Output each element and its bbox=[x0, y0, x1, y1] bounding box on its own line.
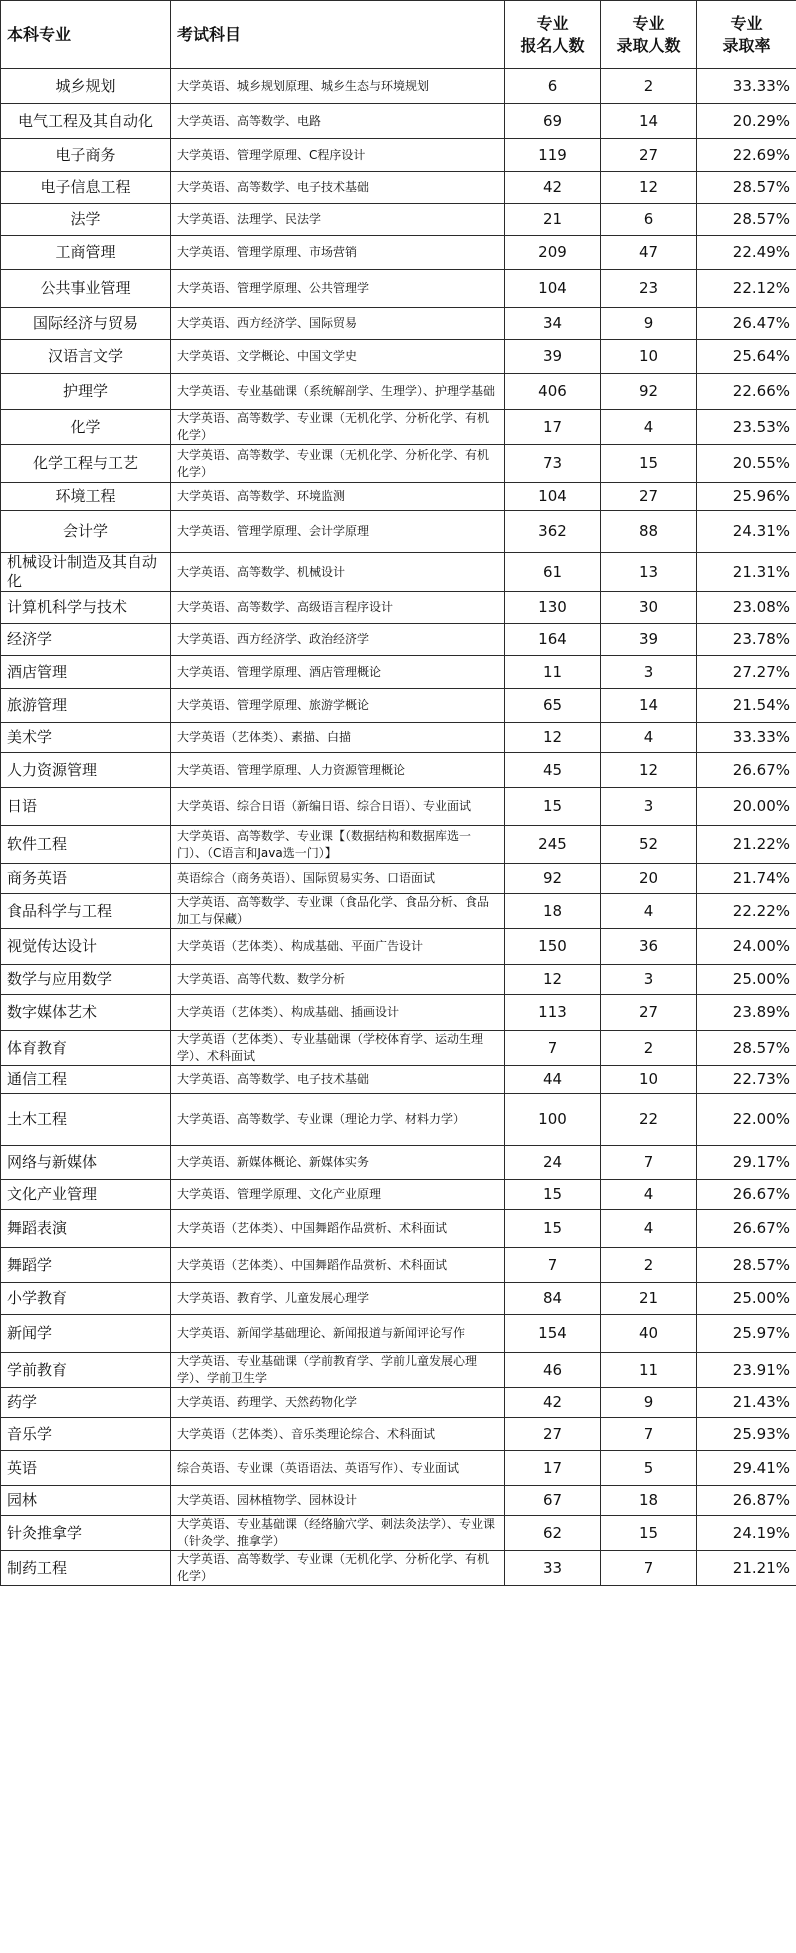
applicants-cell: 17 bbox=[505, 1451, 601, 1486]
admitted-cell: 3 bbox=[601, 656, 697, 689]
table-row bbox=[1, 340, 796, 374]
major-cell: 经济学 bbox=[1, 624, 171, 656]
applicants-cell: 7 bbox=[505, 1031, 601, 1066]
admitted-cell: 18 bbox=[601, 1486, 697, 1516]
major-cell: 电子信息工程 bbox=[1, 172, 171, 204]
admitted-cell: 10 bbox=[601, 340, 697, 374]
major-cell: 通信工程 bbox=[1, 1066, 171, 1094]
applicants-cell: 15 bbox=[505, 1210, 601, 1248]
applicants-cell: 12 bbox=[505, 723, 601, 753]
rate-cell: 24.19% bbox=[697, 1516, 796, 1551]
subjects-cell: 大学英语、专业基础课（学前教育学、学前儿童发展心理学）、学前卫生学 bbox=[171, 1353, 505, 1388]
subjects-cell: 大学英语、法理学、民法学 bbox=[171, 204, 505, 236]
major-cell: 针灸推拿学 bbox=[1, 1516, 171, 1551]
major-cell: 音乐学 bbox=[1, 1418, 171, 1451]
major-cell: 文化产业管理 bbox=[1, 1180, 171, 1210]
major-cell: 数学与应用数学 bbox=[1, 965, 171, 995]
subjects-cell: 大学英语、专业基础课（经络腧穴学、刺法灸法学）、专业课（针灸学、推拿学） bbox=[171, 1516, 505, 1551]
major-cell: 法学 bbox=[1, 204, 171, 236]
table-row bbox=[1, 826, 796, 864]
admitted-cell: 7 bbox=[601, 1551, 697, 1586]
rate-cell: 26.47% bbox=[697, 308, 796, 340]
applicants-cell: 11 bbox=[505, 656, 601, 689]
rate-cell: 25.64% bbox=[697, 340, 796, 374]
rate-cell: 25.00% bbox=[697, 965, 796, 995]
subjects-cell: 大学英语、高等数学、专业课（无机化学、分析化学、有机化学） bbox=[171, 410, 505, 445]
table-row bbox=[1, 1451, 796, 1486]
admitted-cell: 2 bbox=[601, 1031, 697, 1066]
admitted-cell: 13 bbox=[601, 553, 697, 592]
table-row bbox=[1, 1146, 796, 1180]
table-row bbox=[1, 1094, 796, 1146]
subjects-cell: 大学英语（艺体类）、中国舞蹈作品赏析、术科面试 bbox=[171, 1210, 505, 1248]
major-cell: 酒店管理 bbox=[1, 656, 171, 689]
subjects-cell: 大学英语（艺体类）、素描、白描 bbox=[171, 723, 505, 753]
rate-cell: 23.53% bbox=[697, 410, 796, 445]
subjects-cell: 大学英语、综合日语（新编日语、综合日语）、专业面试 bbox=[171, 788, 505, 826]
admitted-cell: 9 bbox=[601, 1388, 697, 1418]
subjects-cell: 大学英语、高等数学、环境监测 bbox=[171, 483, 505, 511]
table-row bbox=[1, 1418, 796, 1451]
applicants-cell: 362 bbox=[505, 511, 601, 553]
applicants-cell: 104 bbox=[505, 483, 601, 511]
table-row bbox=[1, 656, 796, 689]
major-cell: 网络与新媒体 bbox=[1, 1146, 171, 1180]
applicants-cell: 42 bbox=[505, 172, 601, 204]
subjects-cell: 大学英语、管理学原理、酒店管理概论 bbox=[171, 656, 505, 689]
major-cell: 新闻学 bbox=[1, 1315, 171, 1353]
major-cell: 机械设计制造及其自动化 bbox=[1, 553, 171, 592]
subjects-cell: 大学英语、管理学原理、人力资源管理概论 bbox=[171, 753, 505, 788]
admitted-cell: 15 bbox=[601, 1516, 697, 1551]
subjects-cell: 大学英语、城乡规划原理、城乡生态与环境规划 bbox=[171, 69, 505, 104]
major-cell: 工商管理 bbox=[1, 236, 171, 270]
subjects-cell: 英语综合（商务英语）、国际贸易实务、口语面试 bbox=[171, 864, 505, 894]
subjects-cell: 综合英语、专业课（英语语法、英语写作）、专业面试 bbox=[171, 1451, 505, 1486]
admitted-cell: 36 bbox=[601, 929, 697, 965]
applicants-cell: 42 bbox=[505, 1388, 601, 1418]
table-row bbox=[1, 689, 796, 723]
admitted-cell: 4 bbox=[601, 894, 697, 929]
rate-cell: 21.74% bbox=[697, 864, 796, 894]
subjects-cell: 大学英语、高等数学、专业课（无机化学、分析化学、有机化学） bbox=[171, 1551, 505, 1586]
rate-cell: 26.67% bbox=[697, 753, 796, 788]
subjects-cell: 大学英语、新媒体概论、新媒体实务 bbox=[171, 1146, 505, 1180]
applicants-cell: 44 bbox=[505, 1066, 601, 1094]
admitted-cell: 15 bbox=[601, 445, 697, 483]
applicants-cell: 33 bbox=[505, 1551, 601, 1586]
admitted-cell: 3 bbox=[601, 788, 697, 826]
header-rate: 专业 录取率 bbox=[697, 1, 796, 69]
subjects-cell: 大学英语（艺体类）、中国舞蹈作品赏析、术科面试 bbox=[171, 1248, 505, 1283]
table-row bbox=[1, 1248, 796, 1283]
table-row bbox=[1, 553, 796, 592]
table-row bbox=[1, 1210, 796, 1248]
applicants-cell: 406 bbox=[505, 374, 601, 410]
admitted-cell: 6 bbox=[601, 204, 697, 236]
table-row bbox=[1, 929, 796, 965]
rate-cell: 33.33% bbox=[697, 69, 796, 104]
applicants-cell: 34 bbox=[505, 308, 601, 340]
applicants-cell: 209 bbox=[505, 236, 601, 270]
major-cell: 视觉传达设计 bbox=[1, 929, 171, 965]
major-cell: 美术学 bbox=[1, 723, 171, 753]
rate-cell: 23.89% bbox=[697, 995, 796, 1031]
applicants-cell: 61 bbox=[505, 553, 601, 592]
table-row bbox=[1, 624, 796, 656]
admitted-cell: 10 bbox=[601, 1066, 697, 1094]
table-row bbox=[1, 511, 796, 553]
rate-cell: 26.87% bbox=[697, 1486, 796, 1516]
admitted-cell: 40 bbox=[601, 1315, 697, 1353]
applicants-cell: 113 bbox=[505, 995, 601, 1031]
table-row bbox=[1, 995, 796, 1031]
applicants-cell: 17 bbox=[505, 410, 601, 445]
table-row bbox=[1, 69, 796, 104]
subjects-cell: 大学英语、高等数学、专业课【（数据结构和数据库选一门）、（C语言和Java选一门）】 bbox=[171, 826, 505, 864]
applicants-cell: 100 bbox=[505, 1094, 601, 1146]
subjects-cell: 大学英语（艺体类）、专业基础课（学校体育学、运动生理学）、术科面试 bbox=[171, 1031, 505, 1066]
rate-cell: 21.22% bbox=[697, 826, 796, 864]
admitted-cell: 5 bbox=[601, 1451, 697, 1486]
table-row bbox=[1, 894, 796, 929]
subjects-cell: 大学英语、文学概论、中国文学史 bbox=[171, 340, 505, 374]
table-row bbox=[1, 1516, 796, 1551]
applicants-cell: 12 bbox=[505, 965, 601, 995]
subjects-cell: 大学英语（艺体类）、音乐类理论综合、术科面试 bbox=[171, 1418, 505, 1451]
table-row bbox=[1, 204, 796, 236]
admitted-cell: 4 bbox=[601, 410, 697, 445]
table-row bbox=[1, 723, 796, 753]
subjects-cell: 大学英语、高等数学、电子技术基础 bbox=[171, 1066, 505, 1094]
table-row bbox=[1, 139, 796, 172]
admitted-cell: 9 bbox=[601, 308, 697, 340]
applicants-cell: 39 bbox=[505, 340, 601, 374]
admitted-cell: 2 bbox=[601, 1248, 697, 1283]
table-row bbox=[1, 788, 796, 826]
admitted-cell: 27 bbox=[601, 139, 697, 172]
rate-cell: 25.00% bbox=[697, 1283, 796, 1315]
admitted-cell: 22 bbox=[601, 1094, 697, 1146]
applicants-cell: 65 bbox=[505, 689, 601, 723]
subjects-cell: 大学英语、高等数学、电路 bbox=[171, 104, 505, 139]
table-row bbox=[1, 308, 796, 340]
rate-cell: 23.78% bbox=[697, 624, 796, 656]
applicants-cell: 15 bbox=[505, 788, 601, 826]
admitted-cell: 21 bbox=[601, 1283, 697, 1315]
table-row bbox=[1, 864, 796, 894]
subjects-cell: 大学英语、高等数学、专业课（无机化学、分析化学、有机化学） bbox=[171, 445, 505, 483]
header-subjects: 考试科目 bbox=[171, 1, 505, 69]
header-admitted: 专业 录取人数 bbox=[601, 1, 697, 69]
admitted-cell: 4 bbox=[601, 1180, 697, 1210]
table-row bbox=[1, 965, 796, 995]
subjects-cell: 大学英语、高等数学、专业课（食品化学、食品分析、食品加工与保藏） bbox=[171, 894, 505, 929]
rate-cell: 22.73% bbox=[697, 1066, 796, 1094]
admitted-cell: 14 bbox=[601, 689, 697, 723]
subjects-cell: 大学英语、管理学原理、会计学原理 bbox=[171, 511, 505, 553]
subjects-cell: 大学英语、管理学原理、旅游学概论 bbox=[171, 689, 505, 723]
major-cell: 电气工程及其自动化 bbox=[1, 104, 171, 139]
table-row bbox=[1, 374, 796, 410]
applicants-cell: 164 bbox=[505, 624, 601, 656]
major-cell: 护理学 bbox=[1, 374, 171, 410]
subjects-cell: 大学英语、药理学、天然药物化学 bbox=[171, 1388, 505, 1418]
applicants-cell: 154 bbox=[505, 1315, 601, 1353]
major-cell: 软件工程 bbox=[1, 826, 171, 864]
applicants-cell: 45 bbox=[505, 753, 601, 788]
major-cell: 电子商务 bbox=[1, 139, 171, 172]
subjects-cell: 大学英语、管理学原理、文化产业原理 bbox=[171, 1180, 505, 1210]
major-cell: 数字媒体艺术 bbox=[1, 995, 171, 1031]
admitted-cell: 88 bbox=[601, 511, 697, 553]
header-major: 本科专业 bbox=[1, 1, 171, 69]
major-cell: 学前教育 bbox=[1, 1353, 171, 1388]
major-cell: 小学教育 bbox=[1, 1283, 171, 1315]
subjects-cell: 大学英语、园林植物学、园林设计 bbox=[171, 1486, 505, 1516]
rate-cell: 21.21% bbox=[697, 1551, 796, 1586]
subjects-cell: 大学英语、高等代数、数学分析 bbox=[171, 965, 505, 995]
admitted-cell: 27 bbox=[601, 995, 697, 1031]
major-cell: 人力资源管理 bbox=[1, 753, 171, 788]
table-row bbox=[1, 753, 796, 788]
subjects-cell: 大学英语、新闻学基础理论、新闻报道与新闻评论写作 bbox=[171, 1315, 505, 1353]
table-row bbox=[1, 1353, 796, 1388]
rate-cell: 23.08% bbox=[697, 592, 796, 624]
applicants-cell: 27 bbox=[505, 1418, 601, 1451]
major-cell: 城乡规划 bbox=[1, 69, 171, 104]
rate-cell: 25.97% bbox=[697, 1315, 796, 1353]
rate-cell: 20.00% bbox=[697, 788, 796, 826]
subjects-cell: 大学英语、专业基础课（系统解剖学、生理学）、护理学基础 bbox=[171, 374, 505, 410]
applicants-cell: 104 bbox=[505, 270, 601, 308]
admitted-cell: 4 bbox=[601, 1210, 697, 1248]
major-cell: 舞蹈表演 bbox=[1, 1210, 171, 1248]
table-row bbox=[1, 592, 796, 624]
major-cell: 公共事业管理 bbox=[1, 270, 171, 308]
applicants-cell: 46 bbox=[505, 1353, 601, 1388]
admitted-cell: 52 bbox=[601, 826, 697, 864]
table-row bbox=[1, 1066, 796, 1094]
rate-cell: 24.31% bbox=[697, 511, 796, 553]
header-row bbox=[1, 1, 796, 69]
rate-cell: 22.69% bbox=[697, 139, 796, 172]
rate-cell: 21.31% bbox=[697, 553, 796, 592]
table-row bbox=[1, 410, 796, 445]
rate-cell: 27.27% bbox=[697, 656, 796, 689]
subjects-cell: 大学英语、高等数学、电子技术基础 bbox=[171, 172, 505, 204]
applicants-cell: 84 bbox=[505, 1283, 601, 1315]
major-cell: 会计学 bbox=[1, 511, 171, 553]
applicants-cell: 15 bbox=[505, 1180, 601, 1210]
table-row bbox=[1, 483, 796, 511]
rate-cell: 25.93% bbox=[697, 1418, 796, 1451]
rate-cell: 20.29% bbox=[697, 104, 796, 139]
major-cell: 商务英语 bbox=[1, 864, 171, 894]
table-row bbox=[1, 236, 796, 270]
table-body bbox=[1, 69, 796, 1586]
rate-cell: 22.00% bbox=[697, 1094, 796, 1146]
rate-cell: 21.43% bbox=[697, 1388, 796, 1418]
major-cell: 日语 bbox=[1, 788, 171, 826]
admitted-cell: 39 bbox=[601, 624, 697, 656]
major-cell: 园林 bbox=[1, 1486, 171, 1516]
applicants-cell: 119 bbox=[505, 139, 601, 172]
major-cell: 土木工程 bbox=[1, 1094, 171, 1146]
major-cell: 化学 bbox=[1, 410, 171, 445]
admitted-cell: 4 bbox=[601, 723, 697, 753]
major-cell: 计算机科学与技术 bbox=[1, 592, 171, 624]
rate-cell: 28.57% bbox=[697, 1248, 796, 1283]
rate-cell: 29.17% bbox=[697, 1146, 796, 1180]
applicants-cell: 92 bbox=[505, 864, 601, 894]
admitted-cell: 92 bbox=[601, 374, 697, 410]
admitted-cell: 27 bbox=[601, 483, 697, 511]
table-row bbox=[1, 1551, 796, 1586]
table-row bbox=[1, 1388, 796, 1418]
applicants-cell: 24 bbox=[505, 1146, 601, 1180]
rate-cell: 25.96% bbox=[697, 483, 796, 511]
admitted-cell: 7 bbox=[601, 1418, 697, 1451]
major-cell: 英语 bbox=[1, 1451, 171, 1486]
rate-cell: 28.57% bbox=[697, 1031, 796, 1066]
applicants-cell: 130 bbox=[505, 592, 601, 624]
applicants-cell: 6 bbox=[505, 69, 601, 104]
applicants-cell: 18 bbox=[505, 894, 601, 929]
major-cell: 国际经济与贸易 bbox=[1, 308, 171, 340]
admitted-cell: 30 bbox=[601, 592, 697, 624]
subjects-cell: 大学英语（艺体类）、构成基础、平面广告设计 bbox=[171, 929, 505, 965]
admitted-cell: 3 bbox=[601, 965, 697, 995]
table-row bbox=[1, 1315, 796, 1353]
subjects-cell: 大学英语、教育学、儿童发展心理学 bbox=[171, 1283, 505, 1315]
major-cell: 体育教育 bbox=[1, 1031, 171, 1066]
rate-cell: 20.55% bbox=[697, 445, 796, 483]
major-cell: 药学 bbox=[1, 1388, 171, 1418]
major-cell: 舞蹈学 bbox=[1, 1248, 171, 1283]
header-applicants: 专业 报名人数 bbox=[505, 1, 601, 69]
rate-cell: 22.12% bbox=[697, 270, 796, 308]
rate-cell: 26.67% bbox=[697, 1180, 796, 1210]
subjects-cell: 大学英语、西方经济学、国际贸易 bbox=[171, 308, 505, 340]
subjects-cell: 大学英语、高等数学、高级语言程序设计 bbox=[171, 592, 505, 624]
rate-cell: 29.41% bbox=[697, 1451, 796, 1486]
rate-cell: 22.66% bbox=[697, 374, 796, 410]
rate-cell: 23.91% bbox=[697, 1353, 796, 1388]
major-cell: 汉语言文学 bbox=[1, 340, 171, 374]
admitted-cell: 2 bbox=[601, 69, 697, 104]
table-row bbox=[1, 104, 796, 139]
rate-cell: 28.57% bbox=[697, 204, 796, 236]
applicants-cell: 21 bbox=[505, 204, 601, 236]
admitted-cell: 14 bbox=[601, 104, 697, 139]
table-header bbox=[1, 1, 796, 69]
table-row bbox=[1, 172, 796, 204]
subjects-cell: 大学英语、西方经济学、政治经济学 bbox=[171, 624, 505, 656]
rate-cell: 28.57% bbox=[697, 172, 796, 204]
admitted-cell: 11 bbox=[601, 1353, 697, 1388]
rate-cell: 22.22% bbox=[697, 894, 796, 929]
admitted-cell: 12 bbox=[601, 172, 697, 204]
applicants-cell: 73 bbox=[505, 445, 601, 483]
major-cell: 环境工程 bbox=[1, 483, 171, 511]
major-cell: 旅游管理 bbox=[1, 689, 171, 723]
applicants-cell: 150 bbox=[505, 929, 601, 965]
major-cell: 食品科学与工程 bbox=[1, 894, 171, 929]
major-cell: 制药工程 bbox=[1, 1551, 171, 1586]
table-row bbox=[1, 1031, 796, 1066]
applicants-cell: 245 bbox=[505, 826, 601, 864]
major-cell: 化学工程与工艺 bbox=[1, 445, 171, 483]
subjects-cell: 大学英语、高等数学、专业课（理论力学、材料力学） bbox=[171, 1094, 505, 1146]
rate-cell: 33.33% bbox=[697, 723, 796, 753]
applicants-cell: 7 bbox=[505, 1248, 601, 1283]
subjects-cell: 大学英语、管理学原理、公共管理学 bbox=[171, 270, 505, 308]
table-row bbox=[1, 1283, 796, 1315]
admitted-cell: 12 bbox=[601, 753, 697, 788]
admitted-cell: 7 bbox=[601, 1146, 697, 1180]
table-row bbox=[1, 1486, 796, 1516]
table-row bbox=[1, 1180, 796, 1210]
subjects-cell: 大学英语、管理学原理、市场营销 bbox=[171, 236, 505, 270]
admitted-cell: 47 bbox=[601, 236, 697, 270]
rate-cell: 22.49% bbox=[697, 236, 796, 270]
admitted-cell: 23 bbox=[601, 270, 697, 308]
rate-cell: 24.00% bbox=[697, 929, 796, 965]
subjects-cell: 大学英语、高等数学、机械设计 bbox=[171, 553, 505, 592]
applicants-cell: 62 bbox=[505, 1516, 601, 1551]
table-row bbox=[1, 445, 796, 483]
admitted-cell: 20 bbox=[601, 864, 697, 894]
rate-cell: 21.54% bbox=[697, 689, 796, 723]
rate-cell: 26.67% bbox=[697, 1210, 796, 1248]
applicants-cell: 67 bbox=[505, 1486, 601, 1516]
subjects-cell: 大学英语（艺体类）、构成基础、插画设计 bbox=[171, 995, 505, 1031]
subjects-cell: 大学英语、管理学原理、C程序设计 bbox=[171, 139, 505, 172]
applicants-cell: 69 bbox=[505, 104, 601, 139]
table-row bbox=[1, 270, 796, 308]
